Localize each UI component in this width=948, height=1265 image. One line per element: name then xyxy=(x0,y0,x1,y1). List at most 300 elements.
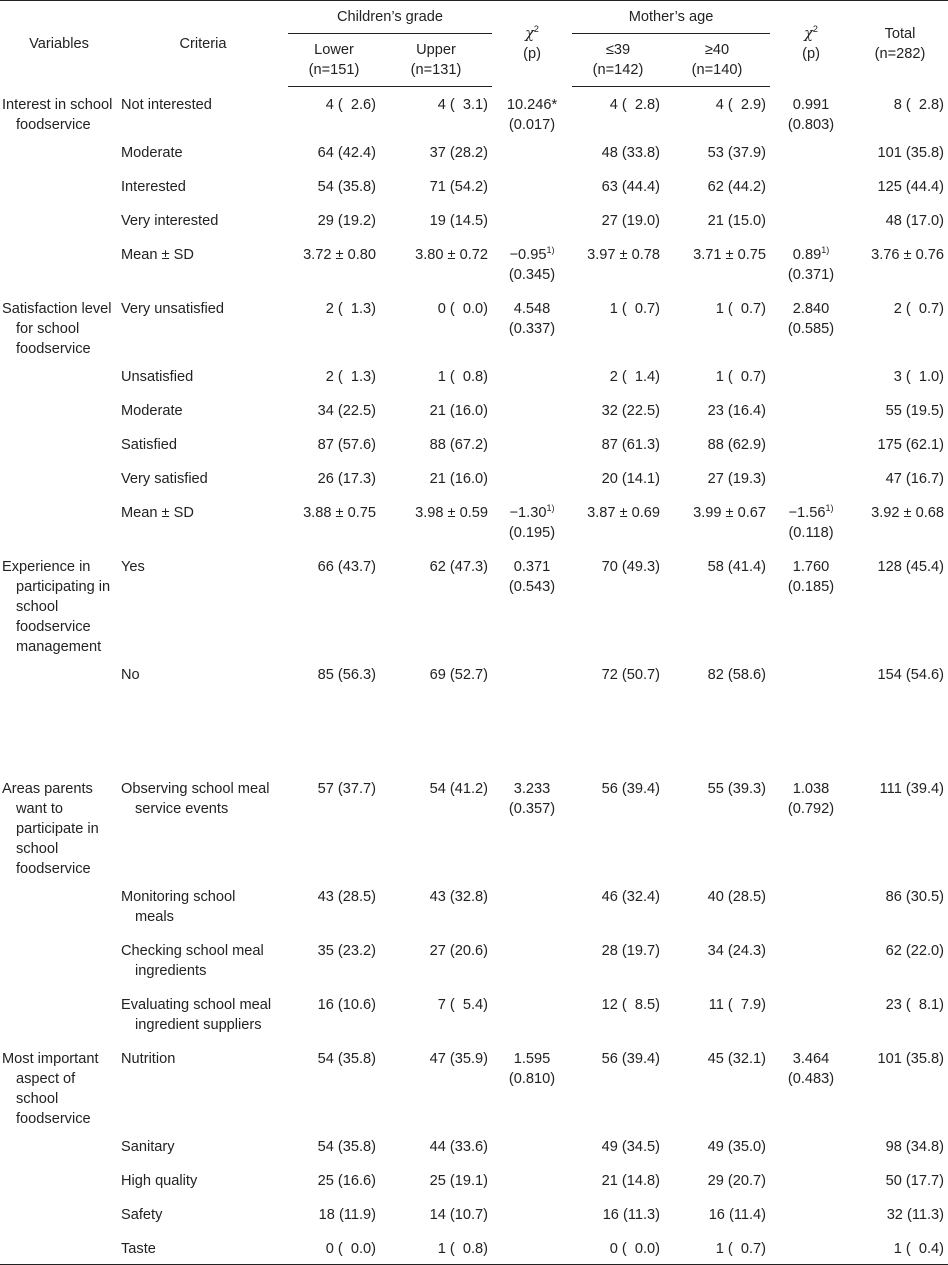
age-le39-value: 49 (34.5) xyxy=(601,1138,661,1155)
table-row xyxy=(0,87,948,135)
variable-cell-empty xyxy=(0,393,118,427)
lower-grade xyxy=(288,933,380,987)
age-test-empty xyxy=(770,169,852,203)
upper-grade-value: 37 (28.2) xyxy=(429,144,489,161)
age-le39 xyxy=(572,1129,664,1163)
mean-sd-row xyxy=(0,237,948,291)
grade-test-statistic: 4.548 xyxy=(513,300,551,317)
grade-test-empty xyxy=(492,1163,572,1197)
age-ge40 xyxy=(664,879,770,933)
variable-cell-empty xyxy=(0,237,118,291)
grade-test-p-value: (0.195) xyxy=(508,524,556,541)
grade-test-p-value: (0.337) xyxy=(508,320,556,337)
age-le39 xyxy=(572,135,664,169)
age-le39-value: 20 (14.1) xyxy=(601,470,661,487)
age-ge40 xyxy=(664,237,770,291)
criteria-label: Nutrition xyxy=(121,1050,176,1067)
upper-grade xyxy=(380,1231,492,1265)
criteria-cell xyxy=(118,1041,288,1129)
lower-grade-value: 29 (19.2) xyxy=(317,212,376,229)
grade-test-p-value: (0.357) xyxy=(508,800,556,817)
lower-grade-value: 0 ( 0.0) xyxy=(325,1240,376,1257)
table-row xyxy=(0,1163,948,1197)
upper-grade xyxy=(380,135,492,169)
age-test xyxy=(770,771,852,879)
header-total: Total (n=282) xyxy=(874,25,926,62)
upper-grade-value: 43 (32.8) xyxy=(429,888,489,905)
criteria-label: Yes xyxy=(121,558,145,575)
variable-cell-empty xyxy=(0,1197,118,1231)
criteria-label: Monitoring school xyxy=(121,888,236,905)
upper-grade-value: 4 ( 3.1) xyxy=(437,97,489,113)
chi-superscript: 2 xyxy=(533,23,539,34)
total xyxy=(852,203,948,237)
age-ge40-value: 1 ( 0.7) xyxy=(715,368,767,385)
upper-grade xyxy=(380,879,492,933)
age-ge40 xyxy=(664,461,770,495)
age-ge40 xyxy=(664,1129,770,1163)
criteria-label: Satisfied xyxy=(121,436,177,453)
total-value: 50 (17.7) xyxy=(885,1172,945,1189)
upper-grade-value: 25 (19.1) xyxy=(429,1172,489,1189)
lower-grade xyxy=(288,879,380,933)
upper-grade-value: 21 (16.0) xyxy=(429,470,489,487)
footnote-marker: 1) xyxy=(825,502,834,513)
total xyxy=(852,291,948,359)
lower-grade-value: 87 (57.6) xyxy=(317,436,376,453)
criteria-cell xyxy=(118,771,288,879)
grade-test xyxy=(492,237,572,291)
lower-grade-value: 54 (35.8) xyxy=(317,1050,376,1067)
grade-test-empty xyxy=(492,169,572,203)
lower-grade-value: 85 (56.3) xyxy=(317,666,376,683)
age-le39 xyxy=(572,549,664,657)
age-le39 xyxy=(572,427,664,461)
variable-cell-empty xyxy=(0,879,118,933)
total xyxy=(852,461,948,495)
criteria-cell xyxy=(118,657,288,771)
age-ge40 xyxy=(664,393,770,427)
upper-grade-value: 1 ( 0.8) xyxy=(437,368,489,385)
total xyxy=(852,495,948,549)
upper-grade-value: 0 ( 0.0) xyxy=(437,300,489,317)
age-le39 xyxy=(572,657,664,771)
total xyxy=(852,933,948,987)
age-test-empty xyxy=(770,933,852,987)
age-test-empty xyxy=(770,203,852,237)
lower-grade xyxy=(288,393,380,427)
total xyxy=(852,879,948,933)
age-test xyxy=(770,291,852,359)
variable-cell xyxy=(0,1041,118,1129)
age-ge40 xyxy=(664,291,770,359)
table-row xyxy=(0,203,948,237)
age-ge40-value: 40 (28.5) xyxy=(707,888,767,905)
age-test-statistic: 3.464 xyxy=(792,1050,830,1067)
age-ge40-value: 3.71 ± 0.75 xyxy=(693,246,767,263)
age-le39-value: 63 (44.4) xyxy=(601,178,661,195)
age-ge40 xyxy=(664,657,770,771)
upper-grade-value: 27 (20.6) xyxy=(429,942,489,959)
age-test-empty xyxy=(770,657,852,771)
age-le39-value: 48 (33.8) xyxy=(601,144,661,161)
table-row xyxy=(0,427,948,461)
criteria-label: Sanitary xyxy=(121,1138,175,1155)
lower-grade xyxy=(288,427,380,461)
criteria-cell xyxy=(118,427,288,461)
lower-grade-value: 66 (43.7) xyxy=(317,558,376,575)
age-test xyxy=(770,87,852,135)
upper-grade xyxy=(380,203,492,237)
age-le39 xyxy=(572,237,664,291)
lower-grade-value: 54 (35.8) xyxy=(317,1138,376,1155)
lower-grade xyxy=(288,771,380,879)
age-test-empty xyxy=(770,1231,852,1265)
grade-test-statistic: 1.595 xyxy=(513,1050,551,1067)
criteria-label: ingredient suppliers xyxy=(135,1016,262,1033)
lower-grade xyxy=(288,1129,380,1163)
criteria-cell xyxy=(118,879,288,933)
variable-line: participating in xyxy=(16,578,111,595)
lower-grade xyxy=(288,461,380,495)
age-le39-value: 28 (19.7) xyxy=(601,942,661,959)
criteria-cell xyxy=(118,549,288,657)
header-chi-square-age: $\chi^2$ (p) xyxy=(802,23,820,62)
total-value: 55 (19.5) xyxy=(885,402,945,419)
variable-line: school xyxy=(16,840,59,857)
age-ge40 xyxy=(664,1231,770,1265)
lower-grade-value: 25 (16.6) xyxy=(317,1172,376,1189)
age-test-p-value: (0.585) xyxy=(787,320,835,337)
age-le39-value: 4 ( 2.8) xyxy=(609,97,661,113)
criteria-label: Safety xyxy=(121,1206,163,1223)
variable-line: management xyxy=(16,638,102,655)
upper-grade xyxy=(380,359,492,393)
age-ge40 xyxy=(664,87,770,135)
variable-line: Most important xyxy=(2,1050,99,1067)
total xyxy=(852,549,948,657)
header-age-ge40: ≥40 (n=140) xyxy=(664,34,770,87)
chi-symbol: χ xyxy=(525,24,534,42)
age-test-p-value: (0.803) xyxy=(787,116,835,133)
variable-cell-empty xyxy=(0,461,118,495)
grade-test-empty xyxy=(492,879,572,933)
header-variables: Variables xyxy=(29,35,89,52)
age-le39 xyxy=(572,87,664,135)
table-row xyxy=(0,1041,948,1129)
age-ge40-value: 58 (41.4) xyxy=(707,558,767,575)
age-le39 xyxy=(572,495,664,549)
total-value: 86 (30.5) xyxy=(885,888,945,905)
grade-test-empty xyxy=(492,203,572,237)
grade-test xyxy=(492,291,572,359)
variable-line: Experience in xyxy=(2,558,91,575)
age-test-empty xyxy=(770,879,852,933)
lower-grade xyxy=(288,657,380,771)
upper-grade xyxy=(380,461,492,495)
grade-test-empty xyxy=(492,657,572,771)
table-row xyxy=(0,933,948,987)
criteria-label: Not interested xyxy=(121,96,212,113)
total-value: 48 (17.0) xyxy=(885,212,945,229)
criteria-cell xyxy=(118,1129,288,1163)
age-le39-value: 70 (49.3) xyxy=(601,558,661,575)
upper-grade xyxy=(380,393,492,427)
upper-grade-value: 14 (10.7) xyxy=(429,1206,489,1223)
criteria-cell xyxy=(118,1163,288,1197)
lower-grade-value: 18 (11.9) xyxy=(318,1206,376,1223)
criteria-cell xyxy=(118,135,288,169)
header-mothers-age: Mother’s age xyxy=(572,1,770,34)
lower-grade xyxy=(288,87,380,135)
lower-grade xyxy=(288,1197,380,1231)
age-test-empty xyxy=(770,393,852,427)
table-row xyxy=(0,1129,948,1163)
age-le39-value: 46 (32.4) xyxy=(601,888,661,905)
total-value: 2 ( 0.7) xyxy=(893,300,945,317)
table-body xyxy=(0,87,948,1265)
upper-grade-value: 3.98 ± 0.59 xyxy=(415,504,489,521)
lower-grade xyxy=(288,359,380,393)
table-row xyxy=(0,393,948,427)
criteria-label: Evaluating school meal xyxy=(121,996,272,1013)
grade-test-empty xyxy=(492,1197,572,1231)
age-ge40 xyxy=(664,987,770,1041)
grade-test-statistic: 3.233 xyxy=(513,780,551,797)
table-row xyxy=(0,987,948,1041)
upper-grade-value: 19 (14.5) xyxy=(429,212,489,229)
age-le39 xyxy=(572,879,664,933)
age-test-p-value: (0.118) xyxy=(788,524,834,541)
age-test-empty xyxy=(770,1163,852,1197)
age-test-empty xyxy=(770,461,852,495)
grade-test xyxy=(492,1041,572,1129)
age-le39 xyxy=(572,203,664,237)
upper-grade-value: 88 (67.2) xyxy=(429,436,489,453)
age-ge40-value: 88 (62.9) xyxy=(707,436,767,453)
variable-cell-empty xyxy=(0,1231,118,1265)
table-row xyxy=(0,291,948,359)
age-le39 xyxy=(572,1163,664,1197)
age-ge40-value: 1 ( 0.7) xyxy=(715,1240,767,1257)
criteria-label: Interested xyxy=(121,178,186,195)
total-value: 98 (34.8) xyxy=(885,1138,945,1155)
header-chi-square-grade: $\chi^2$ (p) xyxy=(523,23,541,62)
total xyxy=(852,237,948,291)
age-test xyxy=(770,1041,852,1129)
lower-grade-value: 3.72 ± 0.80 xyxy=(303,246,376,263)
criteria-cell xyxy=(118,987,288,1041)
age-le39-value: 2 ( 1.4) xyxy=(609,368,661,385)
grade-test-statistic: 0.371 xyxy=(513,558,551,575)
criteria-label: No xyxy=(121,666,140,683)
age-le39-value: 56 (39.4) xyxy=(601,1050,661,1067)
variable-cell xyxy=(0,87,118,135)
header-childrens-grade: Children’s grade xyxy=(288,1,492,34)
total xyxy=(852,359,948,393)
criteria-label: ingredients xyxy=(135,962,207,979)
age-ge40-value: 11 ( 7.9) xyxy=(708,996,767,1013)
upper-grade-value: 44 (33.6) xyxy=(429,1138,489,1155)
age-ge40-value: 29 (20.7) xyxy=(707,1172,767,1189)
footnote-marker: 1) xyxy=(821,244,830,255)
age-le39 xyxy=(572,359,664,393)
upper-grade xyxy=(380,933,492,987)
age-test-p-value: (0.371) xyxy=(787,266,835,283)
grade-test xyxy=(492,549,572,657)
variable-cell xyxy=(0,771,118,879)
upper-grade-value: 47 (35.9) xyxy=(429,1050,489,1067)
age-ge40-value: 23 (16.4) xyxy=(707,402,767,419)
variable-line: Areas parents xyxy=(2,780,93,797)
age-test-p-value: (0.185) xyxy=(787,578,835,595)
lower-grade-value: 2 ( 1.3) xyxy=(325,368,376,385)
table-row xyxy=(0,1197,948,1231)
criteria-label: Moderate xyxy=(121,144,183,161)
criteria-cell xyxy=(118,237,288,291)
age-ge40 xyxy=(664,495,770,549)
criteria-cell xyxy=(118,359,288,393)
grade-test-empty xyxy=(492,393,572,427)
lower-grade-value: 35 (23.2) xyxy=(317,942,376,959)
table-row xyxy=(0,771,948,879)
lower-grade xyxy=(288,1231,380,1265)
age-le39 xyxy=(572,393,664,427)
variable-line: foodservice xyxy=(16,340,91,357)
header-criteria: Criteria xyxy=(179,35,227,52)
criteria-label: meals xyxy=(135,908,174,925)
chi-superscript: 2 xyxy=(812,23,818,34)
grade-test-empty xyxy=(492,987,572,1041)
grade-test-empty xyxy=(492,1129,572,1163)
lower-grade xyxy=(288,987,380,1041)
age-le39 xyxy=(572,291,664,359)
total-value: 47 (16.7) xyxy=(885,470,945,487)
grade-test-empty xyxy=(492,427,572,461)
total xyxy=(852,427,948,461)
variable-line: want to xyxy=(16,800,64,817)
variable-line: foodservice xyxy=(16,860,91,877)
variable-cell-empty xyxy=(0,203,118,237)
age-test xyxy=(770,495,852,549)
variable-cell-empty xyxy=(0,359,118,393)
age-ge40 xyxy=(664,771,770,879)
upper-grade xyxy=(380,771,492,879)
age-test-empty xyxy=(770,359,852,393)
upper-grade xyxy=(380,237,492,291)
age-ge40-value: 53 (37.9) xyxy=(707,144,767,161)
upper-grade xyxy=(380,987,492,1041)
grade-test xyxy=(492,771,572,879)
age-test-statistic: 2.840 xyxy=(792,300,830,317)
age-le39-value: 27 (19.0) xyxy=(601,212,661,229)
age-le39 xyxy=(572,461,664,495)
upper-grade xyxy=(380,657,492,771)
age-le39-value: 0 ( 0.0) xyxy=(609,1240,661,1257)
header-lower: Lower (n=151) xyxy=(288,34,380,87)
upper-grade-value: 7 ( 5.4) xyxy=(437,996,489,1013)
criteria-cell xyxy=(118,291,288,359)
grade-test-empty xyxy=(492,933,572,987)
criteria-cell xyxy=(118,461,288,495)
total-value: 8 ( 2.8) xyxy=(893,96,945,113)
variable-cell-empty xyxy=(0,987,118,1041)
variable-line: foodservice xyxy=(16,618,91,635)
age-le39-value: 87 (61.3) xyxy=(601,436,661,453)
upper-grade xyxy=(380,291,492,359)
age-ge40-value: 55 (39.3) xyxy=(707,780,767,797)
total xyxy=(852,771,948,879)
grade-test-empty xyxy=(492,135,572,169)
age-ge40-value: 16 (11.4) xyxy=(708,1206,767,1223)
age-le39-value: 3.97 ± 0.78 xyxy=(587,246,661,263)
grade-test-statistic: 10.246* xyxy=(506,96,558,113)
total xyxy=(852,87,948,135)
age-test-p-value: (0.483) xyxy=(787,1070,835,1087)
age-le39 xyxy=(572,771,664,879)
grade-test-p-value: (0.810) xyxy=(508,1070,556,1087)
total xyxy=(852,1041,948,1129)
lower-grade xyxy=(288,135,380,169)
header-upper: Upper (n=131) xyxy=(380,34,492,87)
age-le39-value: 21 (14.8) xyxy=(601,1172,661,1189)
table-row xyxy=(0,879,948,933)
variable-cell xyxy=(0,549,118,657)
age-ge40-value: 27 (19.3) xyxy=(707,470,767,487)
criteria-label: Checking school meal xyxy=(121,942,264,959)
criteria-label: Very interested xyxy=(121,212,219,229)
age-test-statistic: −1.56 xyxy=(788,504,826,521)
upper-grade xyxy=(380,1129,492,1163)
age-le39 xyxy=(572,1197,664,1231)
age-ge40-value: 4 ( 2.9) xyxy=(715,97,767,113)
total-value: 111 (39.4) xyxy=(879,780,945,797)
upper-grade-value: 62 (47.3) xyxy=(429,558,489,575)
criteria-label: Taste xyxy=(121,1240,156,1257)
variable-line: for school xyxy=(16,320,80,337)
age-le39 xyxy=(572,1231,664,1265)
upper-grade-value: 3.80 ± 0.72 xyxy=(415,246,489,263)
upper-grade-value: 69 (52.7) xyxy=(429,666,489,683)
table-row xyxy=(0,169,948,203)
total-value: 101 (35.8) xyxy=(877,144,945,161)
age-ge40 xyxy=(664,169,770,203)
age-le39 xyxy=(572,169,664,203)
upper-grade-value: 1 ( 0.8) xyxy=(437,1240,489,1257)
criteria-label: Unsatisfied xyxy=(121,368,194,385)
table-row xyxy=(0,359,948,393)
age-test-empty xyxy=(770,427,852,461)
chi-symbol: χ xyxy=(804,24,813,42)
age-ge40-value: 82 (58.6) xyxy=(707,666,767,683)
upper-grade xyxy=(380,1197,492,1231)
criteria-label: Very satisfied xyxy=(121,470,208,487)
age-test xyxy=(770,549,852,657)
lower-grade-value: 2 ( 1.3) xyxy=(325,300,376,317)
age-le39-value: 3.87 ± 0.69 xyxy=(587,504,661,521)
age-ge40-value: 34 (24.3) xyxy=(707,942,767,959)
lower-grade xyxy=(288,1163,380,1197)
total-value: 154 (54.6) xyxy=(877,666,945,683)
total-value: 3.92 ± 0.68 xyxy=(871,504,945,521)
total xyxy=(852,135,948,169)
criteria-cell xyxy=(118,1197,288,1231)
table-row xyxy=(0,657,948,771)
total xyxy=(852,393,948,427)
lower-grade-value: 43 (28.5) xyxy=(317,888,376,905)
total-value: 128 (45.4) xyxy=(877,558,945,575)
variable-cell xyxy=(0,291,118,359)
